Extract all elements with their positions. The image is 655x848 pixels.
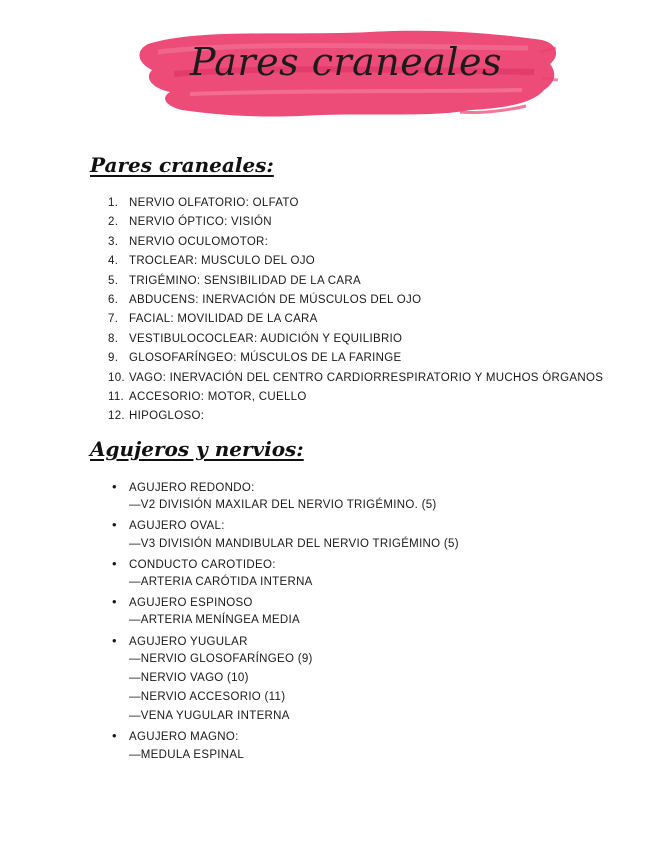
foramen-detail: —ARTERIA MENÍNGEA MEDIA	[129, 614, 300, 627]
foramen-detail: —NERVIO GLOSOFARÍNGEO (9)	[129, 652, 313, 665]
list-item-number: 8.	[108, 332, 119, 345]
list-item	[112, 477, 612, 515]
list-item-text: NERVIO ÓPTICO: VISIÓN	[129, 216, 272, 229]
list-item	[108, 349, 628, 368]
title-banner	[130, 22, 562, 122]
foramen-name: AGUJERO REDONDO:	[129, 482, 255, 494]
list-item-text: NERVIO OCULOMOTOR:	[129, 235, 269, 248]
list-item-text: VESTIBULOCOCLEAR: AUDICIÓN Y EQUILIBRIO	[129, 332, 403, 345]
foramen-detail: —VENA YUGULAR INTERNA	[129, 710, 290, 723]
list-item-number: 7.	[108, 313, 119, 326]
list-item-number: 11.	[108, 390, 125, 403]
bullet-icon: •	[112, 632, 117, 648]
list-item-number: 4.	[108, 255, 119, 268]
list-item-text: HIPOGLOSO:	[129, 410, 205, 423]
list-item	[108, 291, 628, 310]
foramen-name: AGUJERO ESPINOSO	[129, 597, 253, 610]
foramen-entry	[112, 477, 612, 496]
bullet-icon: •	[112, 594, 117, 610]
list-item	[108, 213, 628, 232]
cranial-nerves-list	[108, 194, 628, 427]
list-item-number: 6.	[108, 293, 119, 306]
list-item-text: FACIAL: MOVILIDAD DE LA CARA	[129, 313, 318, 326]
foramen-entry	[112, 631, 612, 650]
foramen-detail: —V2 DIVISIÓN MAXILAR DEL NERVIO TRIGÉMINO. (5)	[129, 499, 437, 512]
foramen-detail: —NERVIO ACCESORIO (11)	[129, 691, 286, 704]
list-item	[112, 726, 612, 764]
list-item	[108, 272, 628, 291]
bullet-icon: •	[112, 555, 117, 571]
list-item-number: 10.	[108, 371, 125, 384]
list-item	[108, 310, 628, 329]
list-item-text: ACCESORIO: MOTOR, CUELLO	[129, 390, 307, 403]
foramen-detail: —ARTERIA CARÓTIDA INTERNA	[129, 575, 313, 588]
page-title: Pares craneales	[189, 40, 503, 84]
list-item-text: TRIGÉMINO: SENSIBILIDAD DE LA CARA	[129, 274, 361, 287]
foramen-name: AGUJERO YUGULAR	[129, 635, 248, 648]
list-item	[108, 252, 628, 271]
list-item-text: VAGO: INERVACIÓN DEL CENTRO CARDIORRESPIRATORIO Y MUCHOS ÓRGANOS	[129, 371, 604, 384]
list-item	[108, 233, 628, 252]
list-item-text: NERVIO OLFATORIO: OLFATO	[129, 197, 299, 209]
list-item-number: 2.	[108, 216, 119, 229]
bullet-icon: •	[112, 479, 117, 494]
list-item-number: 3.	[108, 235, 119, 248]
list-item	[112, 631, 612, 727]
list-item-number: 5.	[108, 274, 119, 287]
list-item	[108, 407, 628, 426]
section-heading-agujeros: Agujeros y nervios:	[90, 437, 304, 461]
list-item	[112, 515, 612, 553]
list-item	[112, 592, 612, 630]
bullet-icon: •	[112, 728, 117, 744]
list-item	[108, 369, 628, 388]
foramen-entry	[112, 515, 612, 534]
foramen-name: AGUJERO OVAL:	[129, 520, 225, 533]
list-item	[112, 554, 612, 592]
list-item-number: 1.	[108, 197, 119, 209]
foramen-entry	[112, 592, 612, 611]
list-item	[108, 330, 628, 349]
foramina-list	[112, 477, 612, 765]
foramen-name: CONDUCTO CAROTIDEO:	[129, 558, 276, 571]
foramen-entry	[112, 554, 612, 573]
section-heading-pares: Pares craneales:	[90, 153, 274, 177]
list-item-number: 9.	[108, 352, 119, 365]
list-item	[108, 388, 628, 407]
list-item-text: GLOSOFARÍNGEO: MÚSCULOS DE LA FARINGE	[129, 352, 402, 365]
foramen-detail: —NERVIO VAGO (10)	[129, 671, 249, 684]
foramen-detail: —V3 DIVISIÓN MANDIBULAR DEL NERVIO TRIGÉMINO (5)	[129, 537, 459, 550]
list-item	[108, 194, 628, 213]
bullet-icon: •	[112, 517, 117, 533]
foramen-entry	[112, 726, 612, 745]
list-item-text: TROCLEAR: MUSCULO DEL OJO	[129, 255, 315, 268]
foramen-name: AGUJERO MAGNO:	[129, 731, 239, 744]
list-item-text: ABDUCENS: INERVACIÓN DE MÚSCULOS DEL OJO	[129, 293, 422, 306]
list-item-number: 12.	[108, 410, 125, 423]
foramen-detail: —MEDULA ESPINAL	[129, 748, 245, 761]
